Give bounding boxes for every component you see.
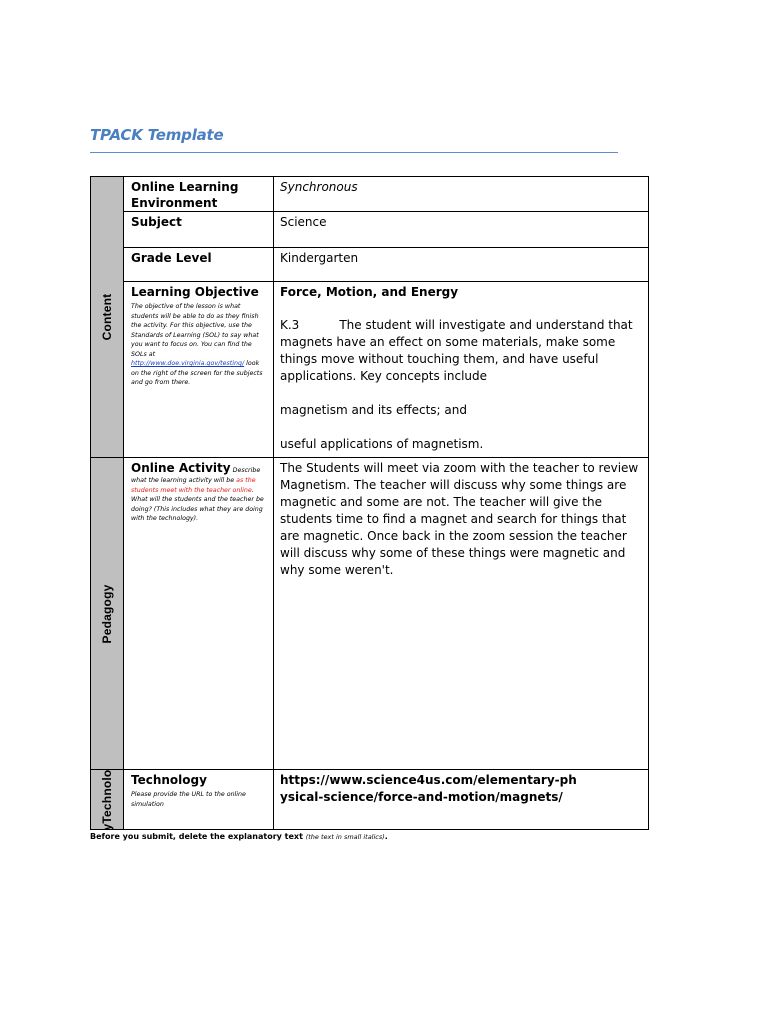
standard-code: K.3 [280,318,300,332]
key-concept-2: useful applications of magnetism. [280,437,484,451]
grade-value-cell [273,247,649,281]
key-concept-1: magnetism and its effects; and [280,403,467,417]
category-technology [90,769,123,830]
standard-text: The student will investigate and understand that magnets have an effect on some materials, make some things move without touching them, and have useful applications. Key concepts include [280,318,633,383]
category-content [90,176,123,457]
category-pedagogy [90,457,123,769]
subject-label-cell [123,211,273,247]
category-pedagogy-label: Pedagogy [100,584,114,643]
title-divider [90,152,618,153]
grade-label-cell [123,247,273,281]
activity-help-text-2: . What will the students and the teacher be doing? (This includes what they are doing with the technology). [131,486,264,522]
activity-help-text: Describe what the learning activity will be [131,467,261,484]
environment-label: Online Learning Environment [131,180,239,210]
technology-value-cell [273,769,649,830]
activity-help-emphasis: as the students meet with the teacher online [131,477,256,494]
sol-link[interactable]: http://www.doe.virginia.gov/testing/ [131,360,245,367]
category-content-label: Content [100,293,114,341]
activity-label: Online Activity [131,461,231,475]
subject-label: Subject [131,215,182,229]
grade-label: Grade Level [131,251,212,265]
objective-help [131,302,267,388]
category-technology-label: yTechnolo [100,769,114,830]
subject-value-cell [273,211,649,247]
subject-value: Science [280,215,327,229]
objective-value-cell [273,281,649,457]
footer-period: . [384,832,388,841]
technology-label: Technology [131,773,207,787]
document-title: TPACK Template [90,126,224,144]
activity-value: The Students will meet via zoom with the teacher to review Magnetism. The teacher will discuss why some things are magnetic and some are not. The teacher will give the students time to find a magnet and search for things that are magnetic. Once back in the zoom session the teacher will discuss why some of these things were magnetic and why some weren't. [280,461,639,577]
technology-help: Please provide the URL to the online simulation [131,791,246,808]
environment-label-cell [123,176,273,211]
technology-label-cell [123,769,273,830]
objective-label-cell [123,281,273,457]
activity-value-cell [273,457,649,769]
technology-url[interactable]: https://www.science4us.com/elementary-physical-science/force-and-motion/magnets/ [280,773,577,804]
tpack-table [90,176,649,830]
footer-italic-note: (the text in small italics) [305,833,385,841]
objective-help-text: The objective of the lesson is what students will be able to do as they finish the activity. For this objective, use the Standards of Learning (SOL) to say what you want to focus on. You can find the SOLs at [131,303,259,358]
activity-help [131,460,267,524]
objective-help-text-2: look on the right of the screen for the subjects and go from there. [131,360,263,386]
environment-value: Synchronous [280,180,358,194]
objective-standard [280,317,642,385]
footer-note [90,832,388,841]
footer-text: Before you submit, delete the explanatory text [90,832,306,841]
objective-label: Learning Objective [131,285,259,299]
grade-value: Kindergarten [280,251,359,265]
activity-label-cell [123,457,273,769]
environment-value-cell [273,176,649,211]
objective-heading: Force, Motion, and Energy [280,285,459,299]
